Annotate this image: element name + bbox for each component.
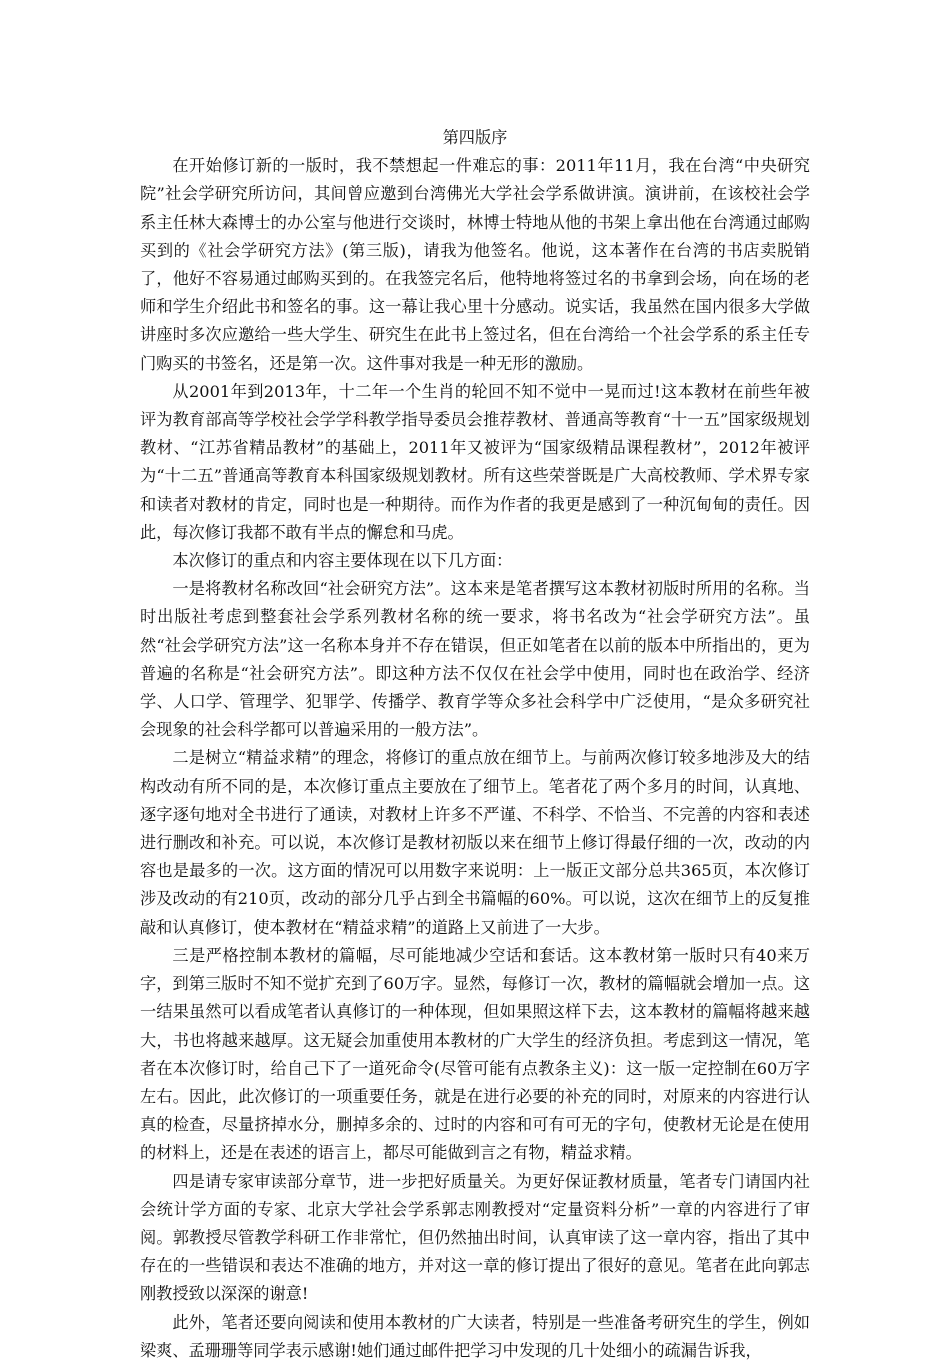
paragraph-5: 二是树立“精益求精”的理念，将修订的重点放在细节上。与前两次修订较多地涉及大的结构改动有所不同的是，本次修订重点主要放在了细节上。笔者花了两个多月的时间，认真地、逐字逐句地对全书进行了通读，对教材上许多不严谨、不科学、不恰当、不完善的内容和表述进行删改和补充。可以说，本次修订是教材初版以来在细节上修订得最仔细的一次，改动的内容也是最多的一次。这方面的情况可以用数字来说明：上一版正文部分总共365页，本次修订涉及改动的有210页，改动的部分几乎占到全书篇幅的60%。可以说，这次在细节上的反复推敲和认真修订，使本教材在“精益求精”的道路上又前进了一大步。 (140, 748, 810, 937)
paragraph-8: 此外，笔者还要向阅读和使用本教材的广大读者，特别是一些准备考研究生的学生，例如梁爽、孟珊珊等同学表示感谢!她们通过邮件把学习中发现的几十处细小的疏漏告诉我， (140, 1312, 810, 1360)
paragraph-4: 一是将教材名称改回“社会研究方法”。这本来是笔者撰写这本教材初版时所用的名称。当时出版社考虑到整套社会学系列教材名称的统一要求，将书名改为“社会学研究方法”。虽然“社会学研究方法”这一名称本身并不存在错误，但正如笔者在以前的版本中所指出的，更为普遍的名称是“社会研究方法”。即这种方法不仅仅在社会学中使用，同时也在政治学、经济学、人口学、管理学、犯罪学、传播学、教育学等众多社会科学中广泛使用，“是众多研究社会现象的社会科学都可以普遍采用的一般方法”。 (140, 579, 810, 740)
paragraph-3: 本次修订的重点和内容主要体现在以下几方面： (172, 551, 513, 571)
paragraph-1: 在开始修订新的一版时，我不禁想起一件难忘的事：2011年11月，我在台湾“中央研究院”社会学研究所访问，其间曾应邀到台湾佛光大学社会学系做讲演。演讲前，在该校社会学系主任林大森博士的办公室与他进行交谈时，林博士特地从他的书架上拿出他在台湾通过邮购买到的《社会学研究方法》(第三版)，请我为他签名。他说，这本著作在台湾的书店卖脱销了，他好不容易通过邮购买到的。在我签完名后，他特地将签过名的书拿到会场，向在场的老师和学生介绍此书和签名的事。这一幕让我心里十分感动。说实话，我虽然在国内很多大学做讲座时多次应邀给一些大学生、研究生在此书上签过名，但在台湾给一个社会学系的系主任专门购买的书签名，还是第一次。这件事对我是一种无形的激励。 (140, 156, 810, 373)
paragraph-7: 四是请专家审读部分章节，进一步把好质量关。为更好保证教材质量，笔者专门请国内社会统计学方面的专家、北京大学社会学系郭志刚教授对“定量资料分析”一章的内容进行了审阅。郭教授尽管教学科研工作非常忙，但仍然抽出时间，认真审读了这一章内容，指出了其中存在的一些错误和表达不准确的地方，并对这一章的修订提出了很好的意见。笔者在此向郭志刚教授致以深深的谢意! (140, 1171, 810, 1304)
paragraph-2: 从2001年到2013年，十二年一个生肖的轮回不知不觉中一晃而过!这本教材在前些年被评为教育部高等学校社会学学科教学指导委员会推荐教材、普通高等教育“十一五”国家级规划教材、“江苏省精品教材”的基础上，2011年又被评为“国家级精品课程教材”，2012年被评为“十二五”普通高等教育本科国家级规划教材。所有这些荣誉既是广大高校教师、学术界专家和读者对教材的肯定，同时也是一种期待。而作为作者的我更是感到了一种沉甸甸的责任。因此，每次修订我都不敢有半点的懈怠和马虎。 (140, 381, 810, 542)
page-title: 第四版序 (442, 128, 508, 147)
document-page (140, 124, 810, 1365)
paragraph-6: 三是严格控制本教材的篇幅，尽可能地减少空话和套话。这本教材第一版时只有40来万字，到第三版时不知不觉扩充到了60万字。显然，每修订一次，教材的篇幅就会增加一点。这一结果虽然可以看成笔者认真修订的一种体现，但如果照这样下去，这本教材的篇幅将越来越大，书也将越来越厚。这无疑会加重使用本教材的广大学生的经济负担。考虑到这一情况，笔者在本次修订时，给自己下了一道死命令(尽管可能有点教条主义)：这一版一定控制在60万字左右。因此，此次修订的一项重要任务，就是在进行必要的补充的同时，对原来的内容进行认真的检查，尽量挤掉水分，删掉多余的、过时的内容和可有可无的字句，使教材无论是在使用的材料上，还是在表述的语言上，都尽可能做到言之有物，精益求精。 (140, 945, 810, 1163)
